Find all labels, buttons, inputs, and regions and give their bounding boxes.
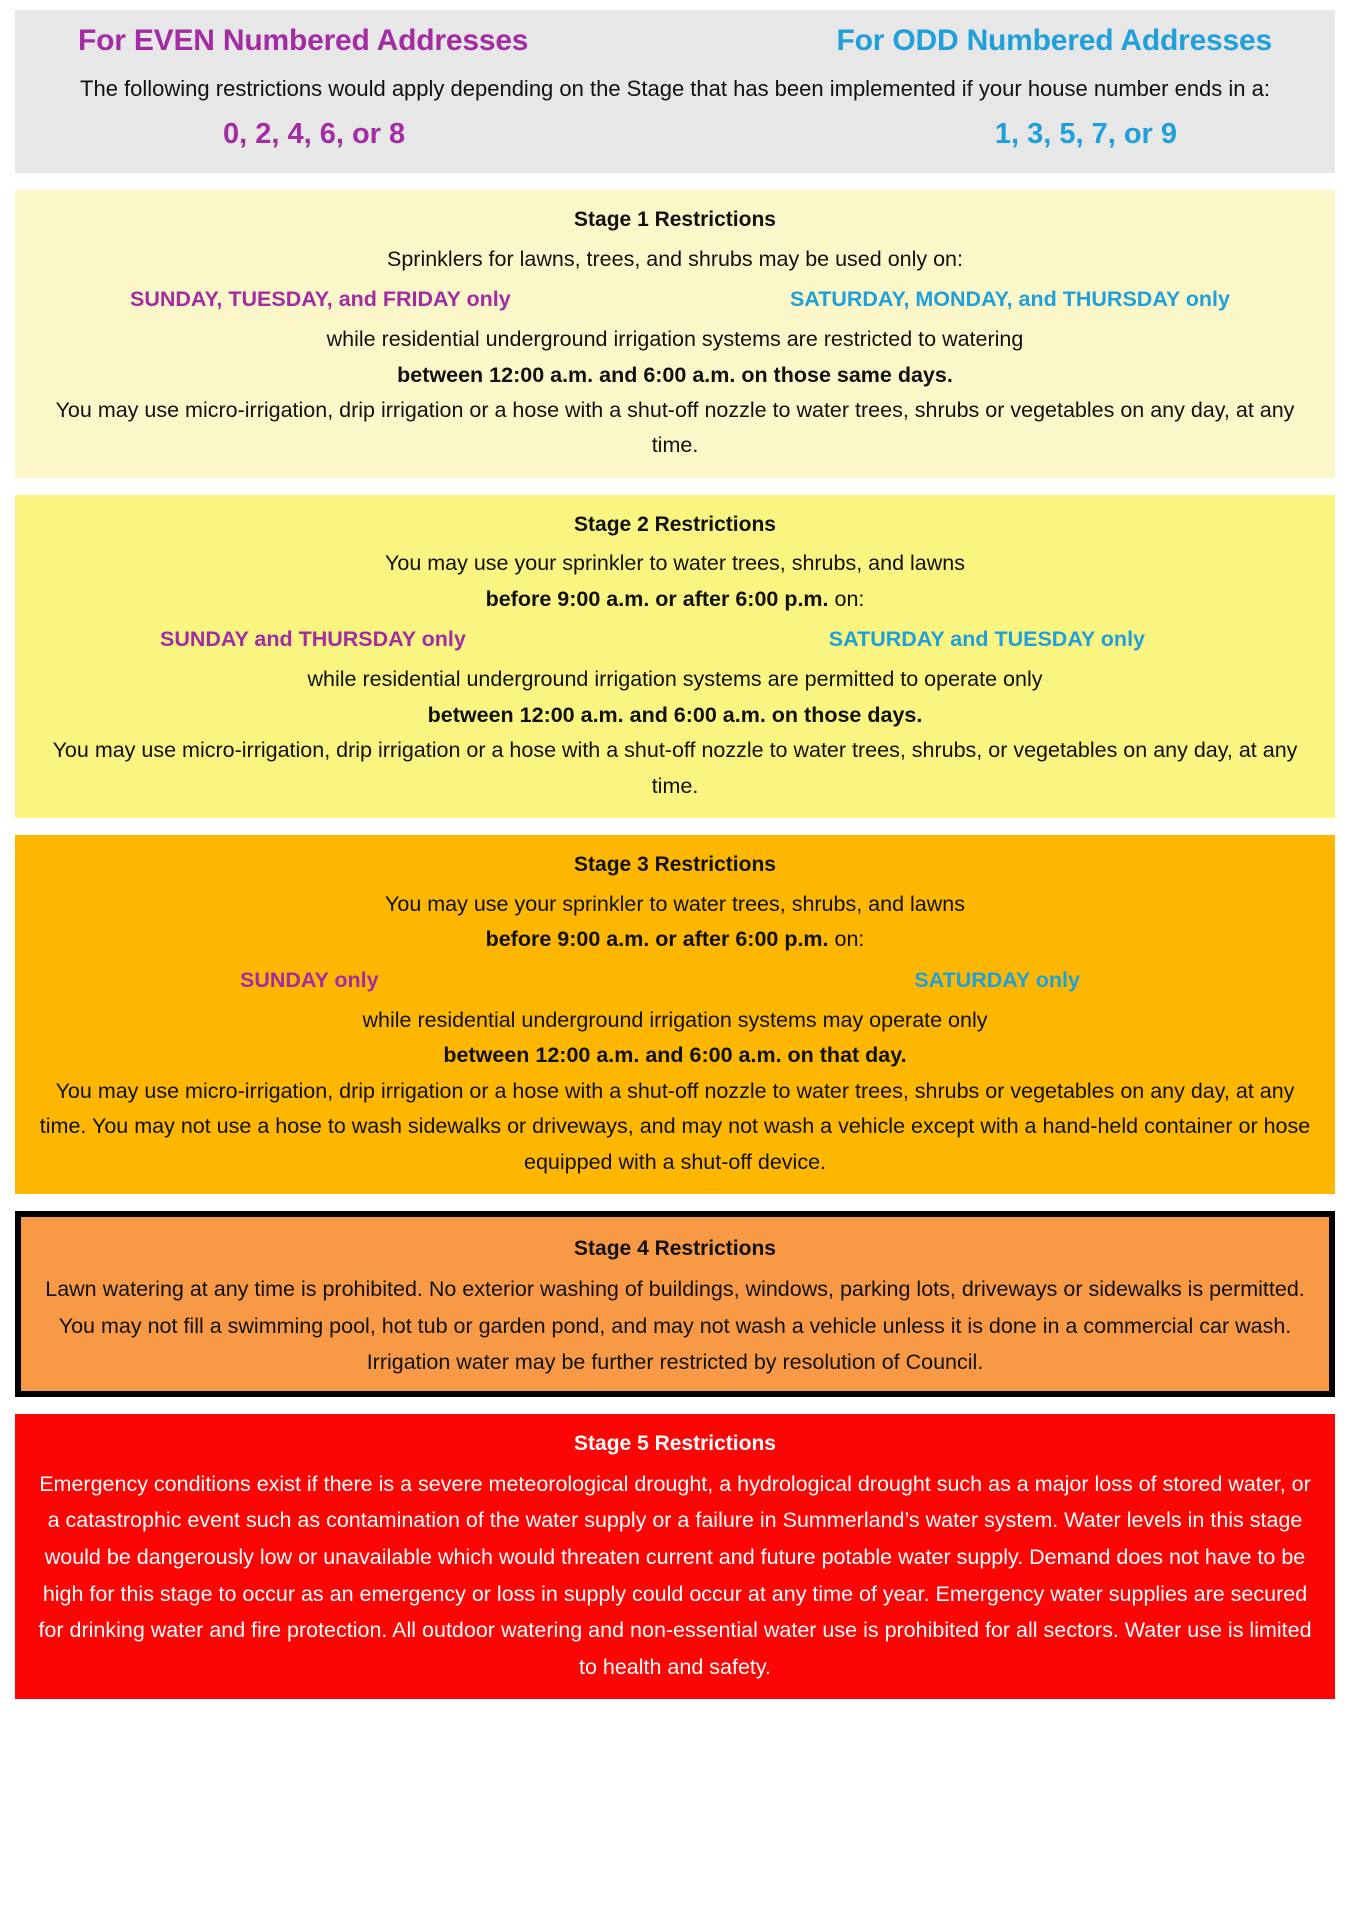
stage-3-even-days: SUNDAY only [240,967,379,992]
stage-4-paragraph: Lawn watering at any time is prohibited. No exterior washing of buildings, windows, parking lots, driveways or sidewalks is permitted. You may not fill a swimming pool, hot tub or garden pond, and may not wash a vehicle unless it is done in a commercial car wash. Irrigation water may be further restricted by resolution of Council. [45,1276,1305,1375]
header-intro-text: The following restrictions would apply depending on the Stage that has been implemented if your house number ends in a: [80,76,1270,101]
water-restrictions-page [0,10,1350,1699]
header-numbers-row [33,106,1317,151]
odd-digits-value: 1, 3, 5, 7, or 9 [994,118,1177,151]
stage-1-line-2: while residential underground irrigation systems are restricted to watering [326,327,1024,352]
stage-1-days-row [35,287,1315,312]
stage-3-paragraph: You may use micro-irrigation, drip irrigation or a hose with a shut-off nozzle to water trees, shrubs or vegetables on any day, at any time. You may not use a hose to wash sidewalks or driveways, and may not wash a vehicle except with a hand-held container or hose equipped with a shut-off device. [39,1078,1311,1174]
stage-3-title: Stage 3 Restrictions [574,853,776,877]
stage-1-line-3: between 12:00 a.m. and 6:00 a.m. on those same days. [397,362,953,387]
stage-4-section [15,1211,1335,1397]
stage-2-line-3: while residential underground irrigation systems are permitted to operate only [307,667,1043,692]
odd-addresses-title: For ODD Numbered Addresses [836,24,1272,57]
even-digits-value: 0, 2, 4, 6, or 8 [223,118,406,151]
stage-2-line-1: You may use your sprinkler to water trees, shrubs, and lawns [385,551,965,576]
stage-1-line-1: Sprinklers for lawns, trees, and shrubs may be used only on: [386,246,963,271]
stage-1-paragraph: You may use micro-irrigation, drip irrigation or a hose with a shut-off nozzle to water trees, shrubs or vegetables on any day, at any time. [55,398,1295,458]
stage-2-even-days: SUNDAY and THURSDAY only [160,627,466,652]
stage-2-odd-days: SATURDAY and TUESDAY only [828,627,1145,652]
even-addresses-title: For EVEN Numbered Addresses [78,24,529,57]
stage-4-title: Stage 4 Restrictions [574,1237,776,1261]
stage-1-title: Stage 1 Restrictions [574,208,776,232]
stage-2-paragraph: You may use micro-irrigation, drip irrigation or a hose with a shut-off nozzle to water trees, shrubs, or vegetables on any day, at any time. [52,738,1298,798]
stage-3-odd-days: SATURDAY only [914,967,1080,992]
stage-3-line-2 [35,922,1315,957]
stage-1-odd-days: SATURDAY, MONDAY, and THURSDAY only [789,287,1230,312]
stage-2-time-window: before 9:00 a.m. or after 6:00 p.m. [485,586,829,611]
stage-2-line-2 [35,582,1315,617]
stage-5-section [15,1414,1335,1699]
stage-3-line-4: between 12:00 a.m. and 6:00 a.m. on that day. [443,1043,907,1068]
stage-3-section [15,835,1335,1194]
stage-3-line-2-tail: on: [828,927,865,952]
stage-5-title: Stage 5 Restrictions [574,1432,776,1456]
stage-3-line-1: You may use your sprinkler to water trees, shrubs, and lawns [385,891,965,916]
address-parity-header [15,10,1335,173]
stage-2-title: Stage 2 Restrictions [574,512,776,536]
stage-2-line-2-tail: on: [828,586,865,611]
stage-3-line-3: while residential underground irrigation systems may operate only [362,1007,988,1032]
stage-2-line-4: between 12:00 a.m. and 6:00 a.m. on those days. [427,702,923,727]
stage-3-time-window: before 9:00 a.m. or after 6:00 p.m. [485,927,829,952]
stage-1-even-days: SUNDAY, TUESDAY, and FRIDAY only [130,287,511,312]
stage-2-days-row [35,627,1315,652]
stage-2-section [15,495,1335,818]
stage-1-section [15,190,1335,478]
header-titles-row [33,24,1317,58]
stage-5-paragraph: Emergency conditions exist if there is a severe meteorological drought, a hydrological drought such as a major loss of stored water, or a catastrophic event such as contamination of the water supply or a failure in Summerland’s water system. Water levels in this stage would be dangerously low or unavailable which would threaten current and future potable water supply. Demand does not have to be high for this stage to occur as an emergency or loss in supply could occur at any time of year. Emergency water supplies are secured for drinking water and fire protection. All outdoor watering and non-essential water use is prohibited for all sectors. Water use is limited to health and safety. [38,1471,1312,1679]
stage-3-days-row [35,968,1315,993]
